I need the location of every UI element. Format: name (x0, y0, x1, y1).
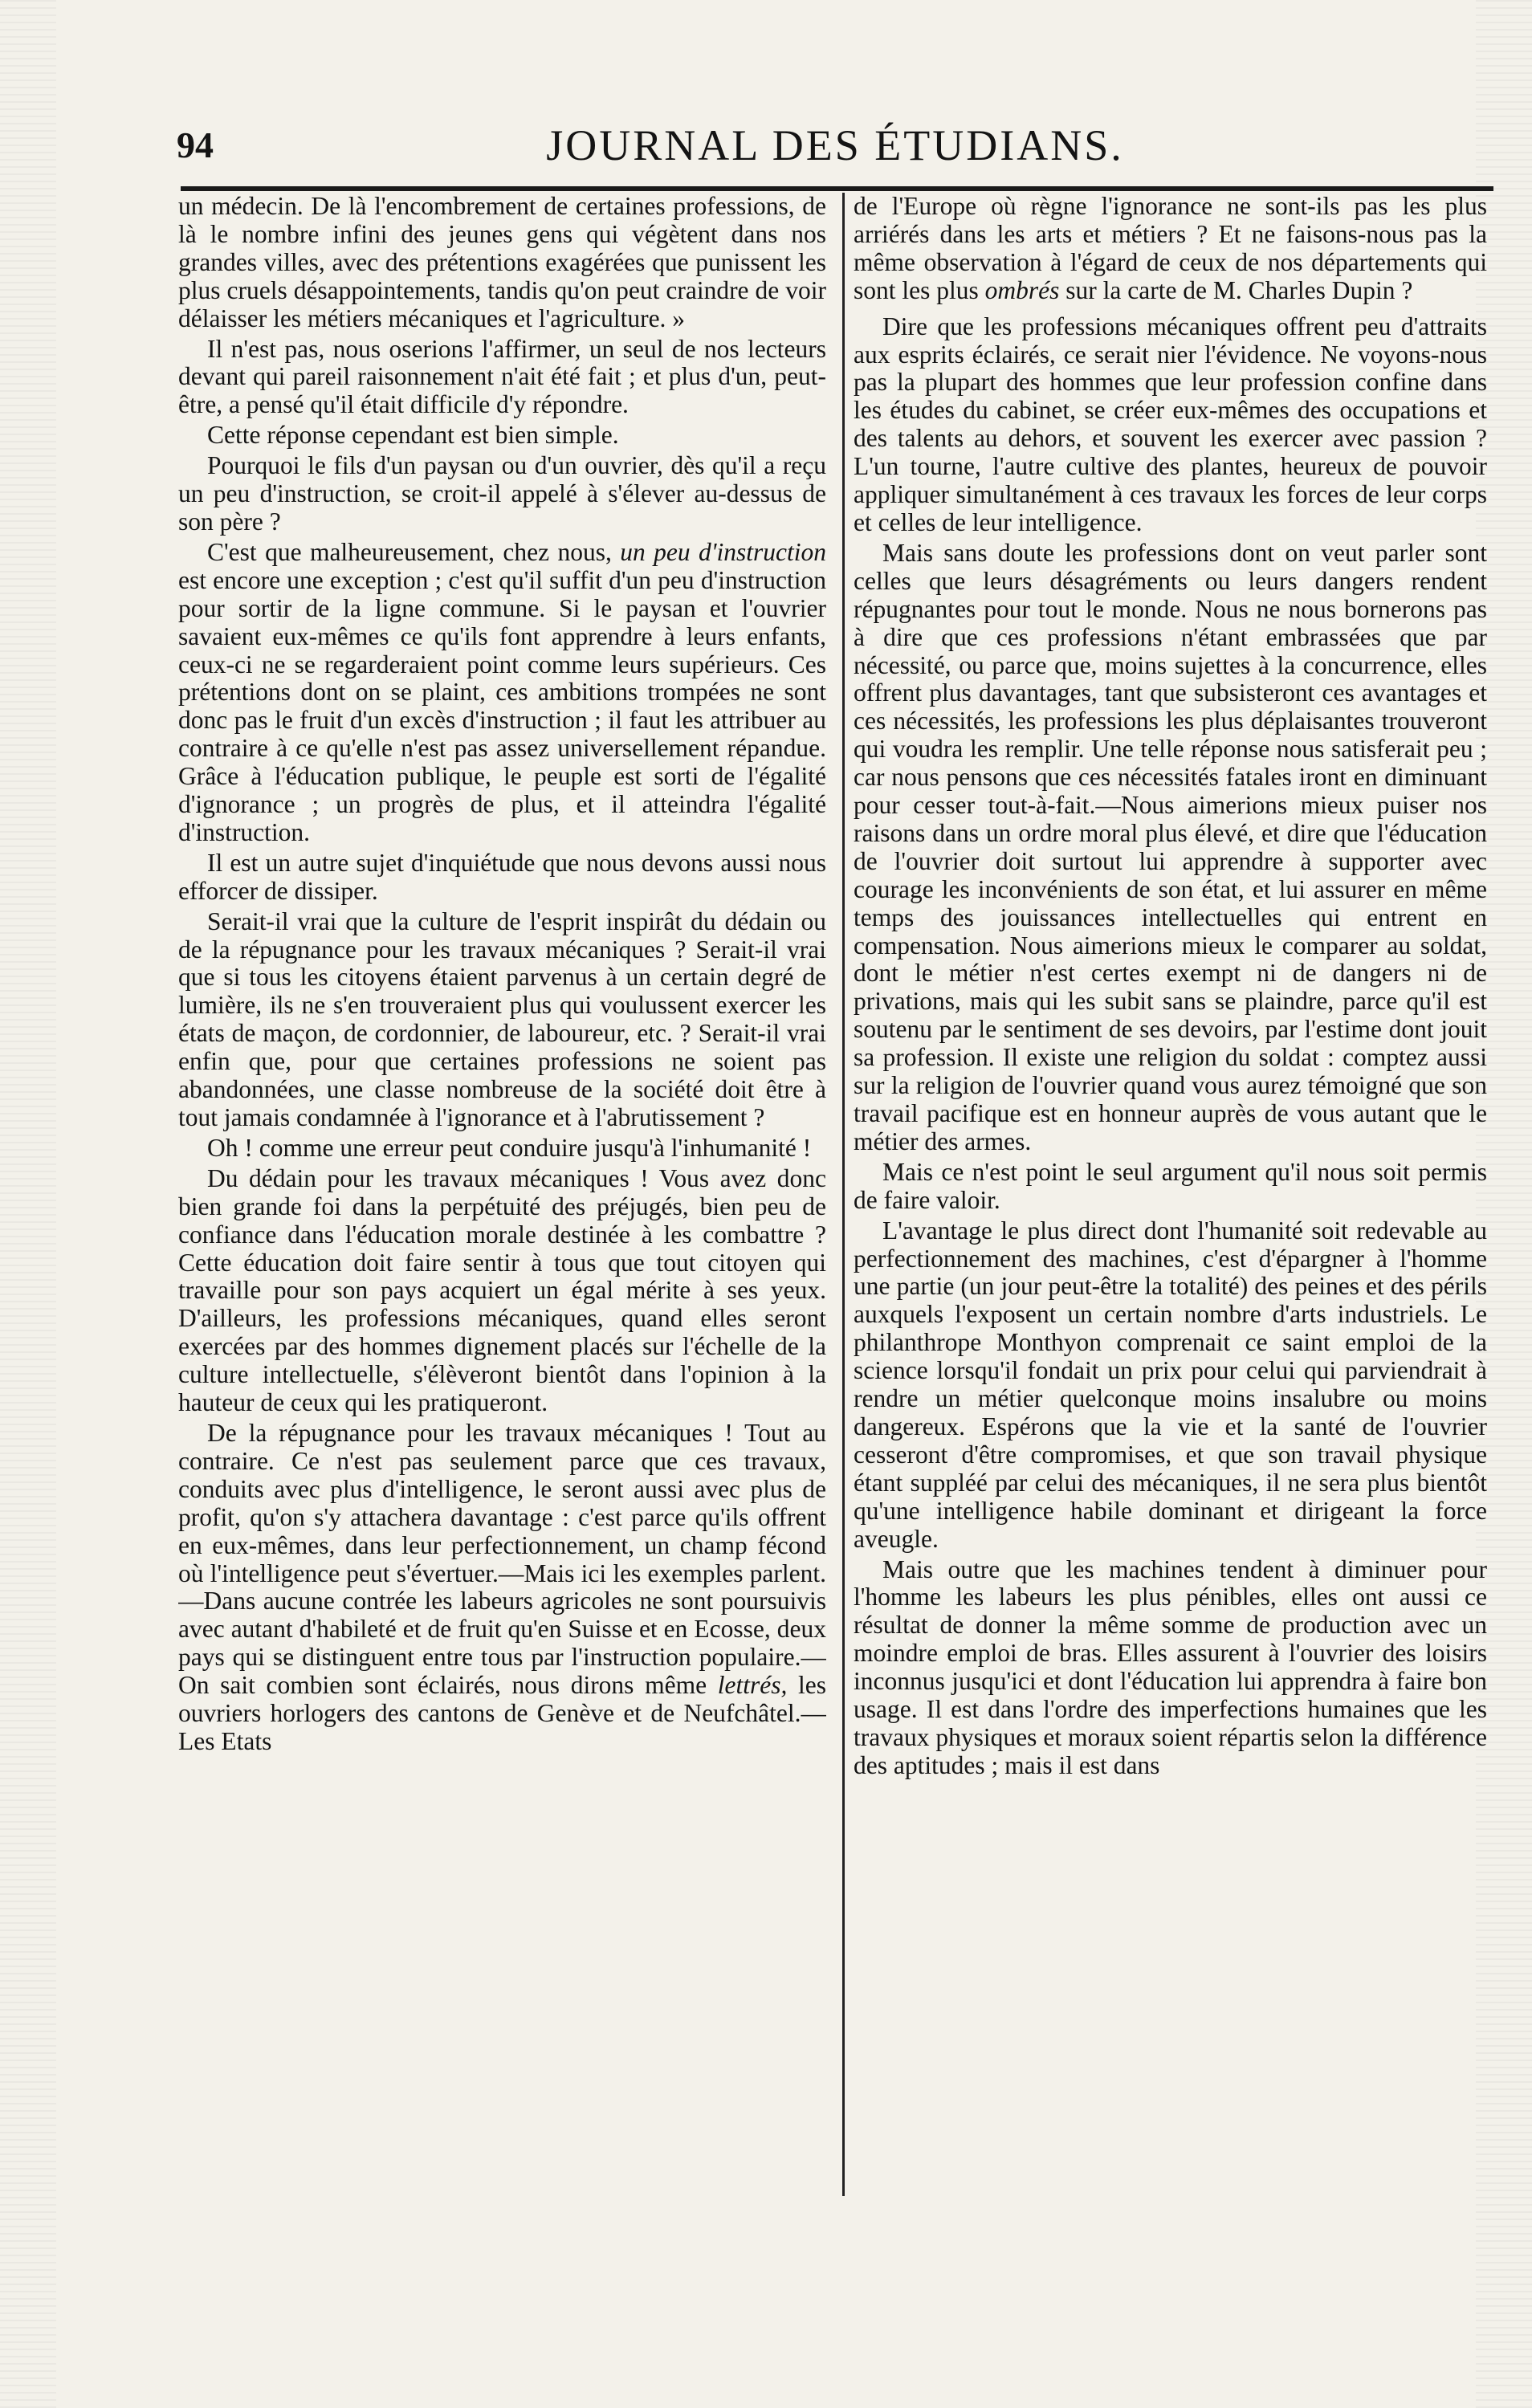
paragraph: L'avantage le plus direct dont l'humanité soit redevable au perfectionnement des machines, c'est d'épargner à l'homme une partie (un jour peut-être la totalité) des peines et des périls auxquels l'exposent un certain nombre d'arts industriels. Le philanthrope Monthyon comprenait ce saint emploi de la science lorsqu'il fondait un prix pour celui qui parviendrait à rendre un métier quelconque moins insalubre ou moins dangereux. Espérons que la vie et la santé de l'ouvrier cesseront d'être compromises, et que son travail physique étant suppléé par celui des mécaniques, il ne sera plus bientôt qu'une intelligence habile dominant et dirigeant la force aveugle. (854, 1216, 1487, 1553)
paragraph: un médecin. De là l'encombrement de certaines professions, de là le nombre infini des jeunes gens qui végètent dans nos grandes villes, avec des prétentions exagérées que punissent les plus cruels désappointements, tandis qu'on peut craindre de voir délaisser les métiers mécaniques et l'agriculture. » (178, 193, 826, 332)
paragraph: Il n'est pas, nous oserions l'affirmer, un seul de nos lecteurs devant qui pareil raisonnement n'ait été fait ; et plus d'un, peut-être, a pensé qu'il était difficile d'y répondre. (178, 334, 826, 419)
paragraph: Mais outre que les machines tendent à diminuer pour l'homme les labeurs les plus pénibles, elles ont aussi ce résultat de donner la même somme de production avec un moindre emploi de bras. Elles assurent à l'ouvrier des loisirs inconnus jusqu'ici et dont l'éducation lui apprendra à faire bon usage. Il est dans l'ordre des imperfections humaines que les travaux physiques et moraux soient répartis selon la différence des aptitudes ; mais il est dans (854, 1554, 1487, 1779)
page-number: 94 (177, 124, 214, 165)
left-column (178, 193, 826, 2196)
paragraph: Pourquoi le fils d'un paysan ou d'un ouvrier, dès qu'il a reçu un peu d'instruction, se croit-il appelé à s'élever au-dessus de son père ? (178, 451, 826, 536)
text-run: est encore une exception ; c'est qu'il suffit d'un peu d'instruction pour sortir de la ligne commune. Si le paysan et l'ouvrier savaient eux-mêmes ce qu'ils font apprendre à leurs enfants, ceux-ci ne se regarderaient point comme leurs supérieurs. Ces prétentions dont on se plaint, ces ambitions trompées ne sont donc pas le fruit d'un excès d'instruction ; il faut les attribuer au contraire à ce qu'elle n'est pas assez universellement répandue. Grâce à l'éducation publique, le peuple est sorti de l'égalité d'ignorance ; un progrès de plus, et il atteindra l'égalité d'instruction. (178, 565, 826, 846)
italic-phrase: un peu d'instruction (620, 537, 826, 566)
paragraph (854, 193, 1487, 305)
italic-phrase: lettrés, (717, 1671, 788, 1700)
italic-phrase: ombrés (984, 275, 1060, 304)
paragraph: Il est un autre sujet d'inquiétude que nous devons aussi nous efforcer de dissiper. (178, 848, 826, 905)
right-column (854, 193, 1487, 2196)
paragraph: Du dédain pour les travaux mécaniques ! Vous avez donc bien grande foi dans la perpétuité des préjugés, bien peu de confiance dans l'éducation morale destinée à les combattre ? Cette éducation doit faire sentir à tous que tout citoyen qui travaille pour son pays acquiert un égal mérite à ses yeux. D'ailleurs, les professions mécaniques, quand elles seront exercées par des hommes dignement placés sur l'échelle de la culture intellectuelle, s'élèveront bientôt dans l'opinion à la hauteur de ceux qui les pratiqueront. (178, 1163, 826, 1417)
journal-title: JOURNAL DES ÉTUDIANS. (546, 121, 1124, 169)
header-rule (181, 186, 1493, 191)
text-run: C'est que malheureusement, chez nous, (207, 537, 612, 566)
text-run: De la répugnance pour les travaux mécaniques ! Tout au contraire. Ce n'est pas seulement parce que ces travaux, conduits avec plus d'intelligence, le seront aussi avec plus de profit, qu'on s'y attachera davantage : c'est parce qu'ils offrent en eux-mêmes, dans leur perfectionnement, un champ fécond où l'intelligence peut s'évertuer.—Mais ici les exemples parlent.—Dans aucune contrée les labeurs agricoles ne sont poursuivis avec autant d'habileté et de fruit qu'en Suisse et en Ecosse, deux pays qui se distinguent entre tous par l'instruction populaire.—On sait combien sont éclairés, nous dirons même (178, 1418, 826, 1700)
text-run: de l'Europe où règne l'ignorance ne sont-ils pas les plus arriérés dans les arts et métiers ? Et ne faisons-nous pas la même observation à l'égard de ceux de nos départements qui sont les plus (854, 193, 1487, 304)
paragraph: Serait-il vrai que la culture de l'esprit inspirât du dédain ou de la répugnance pour les travaux mécaniques ? Serait-il vrai que si tous les citoyens étaient parvenus à un certain degré de lumière, ils ne s'en trouveraient plus qui voulussent exercer les états de maçon, de cordonnier, de laboureur, etc. ? Serait-il vrai enfin que, pour que certaines professions ne soient pas abandonnées, une classe nombreuse de la société doit être à tout jamais condamnée à l'ignorance et à l'abrutissement ? (178, 907, 826, 1131)
paragraph: Cette réponse cependant est bien simple. (207, 421, 619, 450)
paragraph (178, 539, 826, 847)
text-run: les ouvriers horlogers des cantons de Genève et de Neufchâtel.—Les Etats (178, 1671, 826, 1755)
page-header (177, 120, 1493, 177)
paragraph: Oh ! comme une erreur peut conduire jusqu'à l'inhumanité ! (207, 1133, 812, 1162)
paragraph: Mais ce n'est point le seul argument qu'il nous soit permis de faire valoir. (854, 1157, 1487, 1214)
text-run: sur la carte de M. Charles Dupin ? (1065, 275, 1413, 304)
paragraph: Mais sans doute les professions dont on veut parler sont celles que leurs désagréments ou leurs dangers rendent répugnantes pour tout le monde. Nous ne nous bornerons pas à dire que ces professions n'étant embrassées que par nécessité, ou parce que, moins sujettes à la concurrence, elles offrent plus davantages, tant que subsisteront ces avantages et ces nécessités, les professions les plus déplaisantes trouveront qui voudra les remplir. Une telle réponse nous satisferait peu ; car nous pensons que ces nécessités fatales iront en diminuant pour cesser tout-à-fait.—Nous aimerions mieux puiser nos raisons dans un ordre moral plus élevé, et dire que l'éducation de l'ouvrier doit surtout lui apprendre à supporter avec courage les inconvénients de son état, et lui assurer en même temps des jouissances intellectuelles qui entrent en compensation. Nous aimerions mieux le comparer au soldat, dont le métier n'est certes exempt ni de dangers ni de privations, mais qui les subit sans se plaindre, parce qu'il est soutenu par le sentiment de ses devoirs, par l'estime dont jouit sa profession. Il existe une religion du soldat : comptez aussi sur la religion de l'ouvrier quand vous aurez témoigné que son travail pacifique est en honneur auprès de vous autant que le métier des armes. (854, 538, 1487, 1155)
column-divider (842, 193, 845, 2196)
paragraph: Dire que les professions mécaniques offrent peu d'attraits aux esprits éclairés, ce serait nier l'évidence. Ne voyons-nous pas la plupart des hommes que leur profession confine dans les études du cabinet, se créer eux-mêmes des occupations et des talents au dehors, et souvent les exercer avec passion ? L'un tourne, l'autre cultive des plantes, heureux de pouvoir appliquer simultanément à ces travaux les forces de leur corps et celles de leur intelligence. (854, 312, 1487, 536)
paragraph (178, 1420, 826, 1756)
scan-edge-left (0, 0, 56, 2408)
